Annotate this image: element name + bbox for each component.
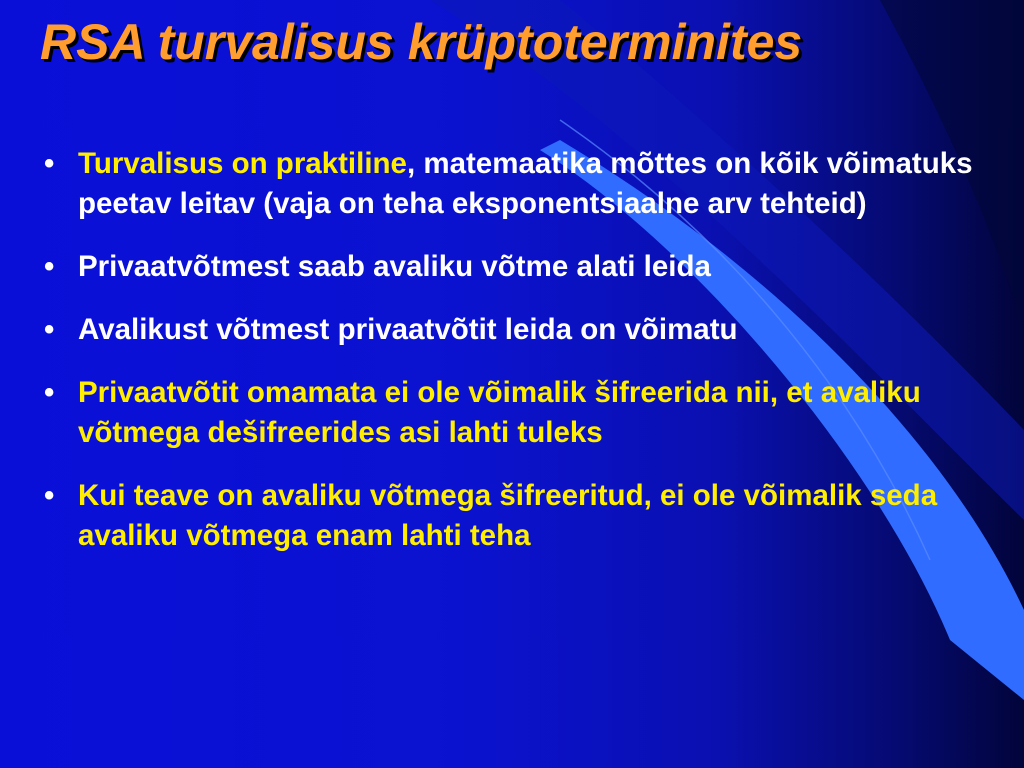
bullet-item — [44, 476, 994, 556]
bullet-item — [44, 310, 994, 350]
bullet-dot-icon: • — [44, 250, 55, 283]
bullet-highlight-text: Turvalisus on praktiline — [78, 147, 407, 180]
bullet-dot-icon: • — [44, 147, 55, 180]
bullet-text: , matemaatika mõttes on kõik võimatuks peetav leitav (vaja on teha eksponentsiaalne arv tehteid) — [78, 147, 973, 220]
bullet-item — [44, 144, 994, 224]
bullet-dot-icon: • — [44, 479, 55, 512]
bullet-text: Avalikust võtmest privaatvõtit leida on võimatu — [78, 313, 738, 346]
slide-title: RSA turvalisus krüptoterminites — [40, 14, 803, 70]
bullet-list — [44, 144, 994, 579]
bullet-highlight-text: Privaatvõtit omamata ei ole võimalik šifreerida nii, et avaliku võtmega dešifreerides asi lahti tuleks — [78, 376, 921, 449]
bullet-item — [44, 247, 994, 287]
bullet-highlight-text: Kui teave on avaliku võtmega šifreeritud, ei ole võimalik seda avaliku võtmega enam lahti teha — [78, 479, 938, 552]
bullet-dot-icon: • — [44, 376, 55, 409]
bullet-item — [44, 373, 994, 453]
bullet-text: Privaatvõtmest saab avaliku võtme alati leida — [78, 250, 711, 283]
bullet-dot-icon: • — [44, 313, 55, 346]
